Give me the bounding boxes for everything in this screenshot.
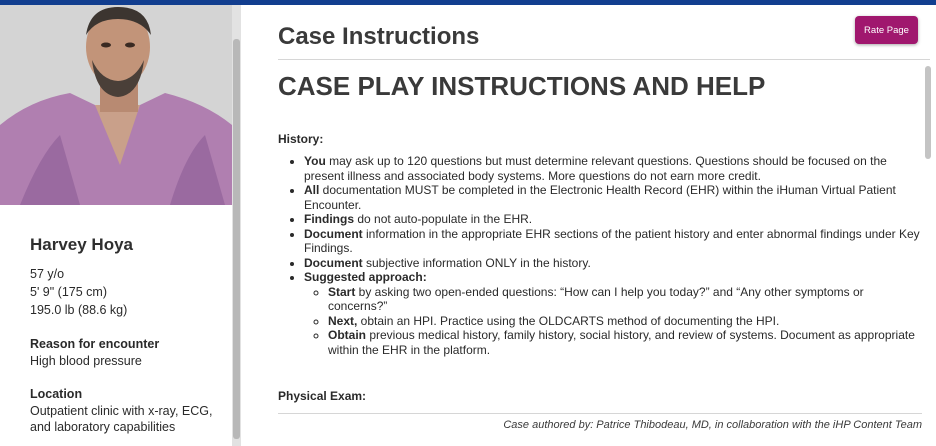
rate-page-button[interactable]: Rate Page: [855, 16, 918, 44]
main-panel: [241, 5, 936, 446]
list-item: [304, 183, 920, 212]
list-item: [328, 314, 920, 329]
history-bullets: [304, 154, 920, 357]
patient-photo-illustration: [0, 5, 232, 205]
bullet-text: may ask up to 120 questions but must determine relevant questions. Questions should be focused on the present illness and associated body systems. More questions do not earn more credit.: [304, 154, 887, 183]
list-item: [304, 154, 920, 183]
patient-sidebar: [0, 5, 241, 446]
list-item: [304, 256, 920, 271]
reason-value: High blood pressure: [30, 354, 142, 368]
page-title: Case Instructions: [278, 23, 480, 50]
patient-weight: 195.0 lb (88.6 kg): [30, 303, 128, 317]
patient-height: 5' 9" (175 cm): [30, 285, 107, 299]
bullet-lead: You: [304, 154, 326, 168]
footer-divider: [278, 413, 922, 414]
patient-photo: [0, 5, 232, 205]
title-divider: [278, 59, 930, 60]
bullet-text: do not auto-populate in the EHR.: [354, 212, 533, 226]
sub-bullet-text: previous medical history, family history, social history, and review of systems. Document as appropriate within the EHR in the platform.: [328, 328, 915, 357]
bullet-lead: All: [304, 183, 320, 197]
instructions-heading: CASE PLAY INSTRUCTIONS AND HELP: [278, 71, 766, 101]
sidebar-scrollbar-thumb[interactable]: [233, 39, 240, 439]
instructions-content: [278, 63, 920, 413]
bullet-text: subjective information ONLY in the history.: [362, 255, 591, 270]
patient-info-card: [0, 205, 232, 446]
content-scrollbar[interactable]: [922, 60, 934, 440]
bullet-text: information in the appropriate EHR sections of the patient history and enter abnormal findings under Key Findings.: [304, 226, 920, 255]
list-item: [328, 328, 920, 357]
list-item: [304, 212, 920, 227]
reason-label: Reason for encounter: [30, 337, 160, 351]
sub-bullet-lead: Start: [328, 284, 356, 299]
sub-bullet-lead: Obtain: [328, 328, 366, 342]
sub-bullet-lead: Next,: [328, 313, 358, 328]
sub-bullet-text: by asking two open-ended questions: “How can I help you today?” and “Any other symptoms or concerns?”: [328, 284, 864, 313]
physical-exam-label: Physical Exam:: [278, 389, 367, 403]
sub-bullet-text: obtain an HPI. Practice using the OLDCARTS method of documenting the HPI.: [357, 313, 780, 328]
list-item: [304, 270, 920, 357]
content-scrollbar-thumb[interactable]: [925, 66, 931, 159]
location-label: Location: [30, 387, 83, 401]
patient-age: 57 y/o: [30, 267, 65, 281]
suggested-approach-list: [328, 285, 920, 358]
sidebar-scrollbar[interactable]: [232, 5, 241, 446]
bullet-lead: Document: [304, 255, 363, 270]
bullet-lead: Document: [304, 226, 363, 241]
list-item: [328, 285, 920, 314]
location-value: Outpatient clinic with x-ray, ECG, and laboratory capabilities: [30, 404, 213, 434]
history-label: History:: [278, 132, 324, 146]
author-credit: Case authored by: Patrice Thibodeau, MD, in collaboration with the iHP Content Team: [503, 419, 922, 431]
patient-name: Harvey Hoya: [30, 235, 134, 254]
list-item: [304, 227, 920, 256]
bullet-text: documentation MUST be completed in the Electronic Health Record (EHR) within the iHuman Virtual Patient Encounter.: [304, 183, 896, 212]
bullet-lead: Suggested approach:: [304, 270, 427, 284]
bullet-lead: Findings: [304, 212, 354, 226]
